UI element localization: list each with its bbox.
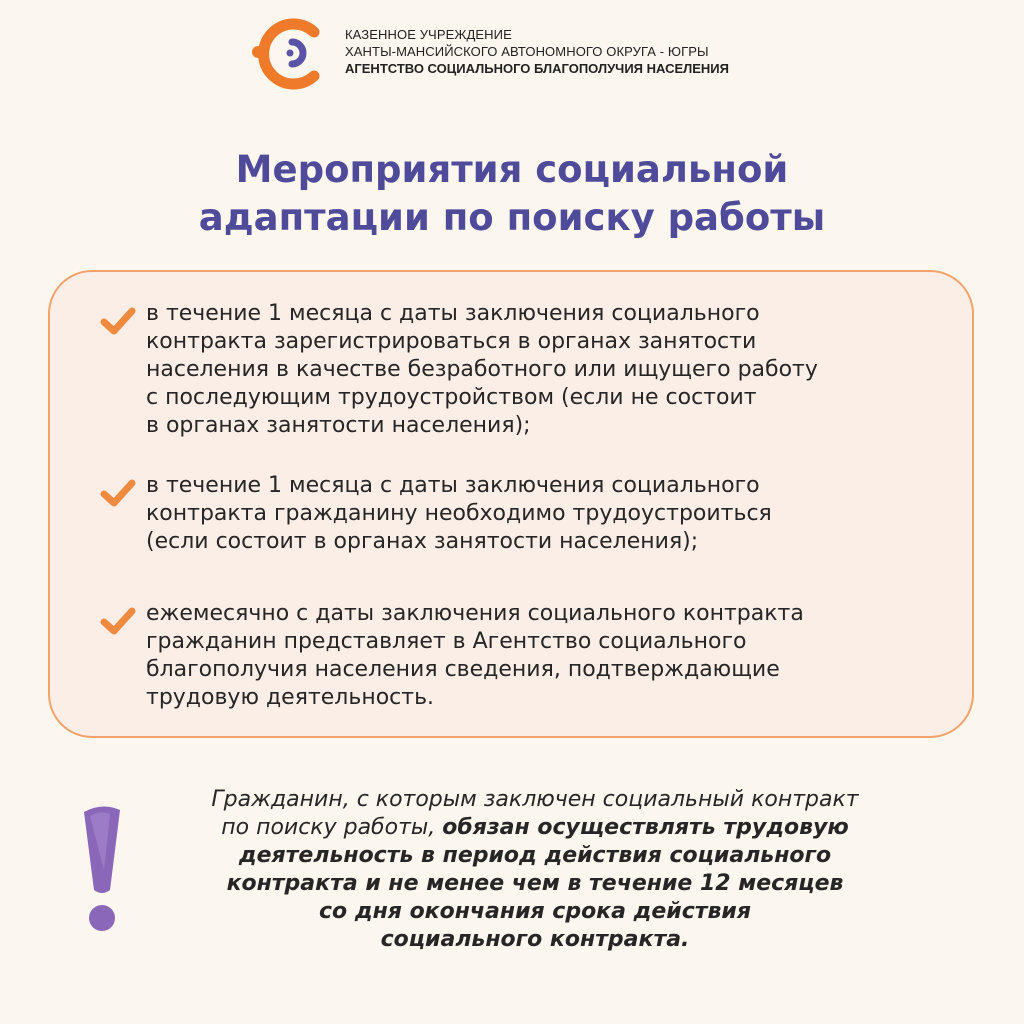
text-line: населения в качестве безработного или ищущего работу [146, 357, 818, 382]
requirements-card [48, 270, 974, 738]
note-line-1: Гражданин, с которым заключен социальный контракт [211, 787, 859, 812]
text-line: благополучия населения сведения, подтверждающие [146, 657, 780, 682]
org-line-2: ХАНТЫ-МАНСИЙСКОГО АВТОНОМНОГО ОКРУГА - ЮГРЫ [345, 44, 709, 59]
org-line-1: КАЗЕННОЕ УЧРЕЖДЕНИЕ [345, 27, 512, 42]
title-line-1: Мероприятия социальной [235, 148, 789, 191]
text-line: ежемесячно с даты заключения социального контракта [146, 601, 804, 626]
note-line-2 [120, 814, 950, 842]
page-title [0, 146, 1024, 242]
note-line-2-bold: обязан осуществлять трудовую [442, 815, 849, 840]
note-line-5: со дня окончания срока действия [319, 899, 751, 924]
text-line: с последующим трудоустройством (если не состоит [146, 385, 757, 410]
text-line: гражданин представляет в Агентство социального [146, 629, 747, 654]
agency-logo-icon [250, 14, 338, 94]
note-line-6: социального контракта. [380, 927, 690, 952]
text-line: контракта гражданину необходимо трудоустроиться [146, 501, 772, 526]
title-line-2: адаптации по поиску работы [198, 196, 826, 239]
header [250, 14, 790, 94]
text-line: в течение 1 месяца с даты заключения социального [146, 301, 760, 326]
requirement-text-3 [146, 600, 804, 712]
check-icon [100, 306, 136, 336]
text-line: в течение 1 месяца с даты заключения социального [146, 473, 760, 498]
text-line: контракта зарегистрироваться в органах занятости [146, 329, 757, 354]
note-line-3: деятельность в период действия социального [238, 843, 832, 868]
org-line-3: АГЕНТСТВО СОЦИАЛЬНОГО БЛАГОПОЛУЧИЯ НАСЕЛЕНИЯ [345, 61, 729, 76]
requirement-text-2 [146, 472, 772, 556]
text-line: трудовую деятельность. [146, 685, 435, 710]
obligation-note [120, 786, 950, 954]
check-icon [100, 478, 136, 508]
requirement-text-1 [146, 300, 818, 440]
note-line-2-regular: по поиску работы, [221, 815, 443, 840]
note-line-4: контракта и не менее чем в течение 12 месяцев [226, 871, 844, 896]
organization-name [345, 26, 729, 77]
check-icon [100, 606, 136, 636]
text-line: в органах занятости населения); [146, 413, 531, 438]
text-line: (если состоит в органах занятости населения); [146, 529, 699, 554]
